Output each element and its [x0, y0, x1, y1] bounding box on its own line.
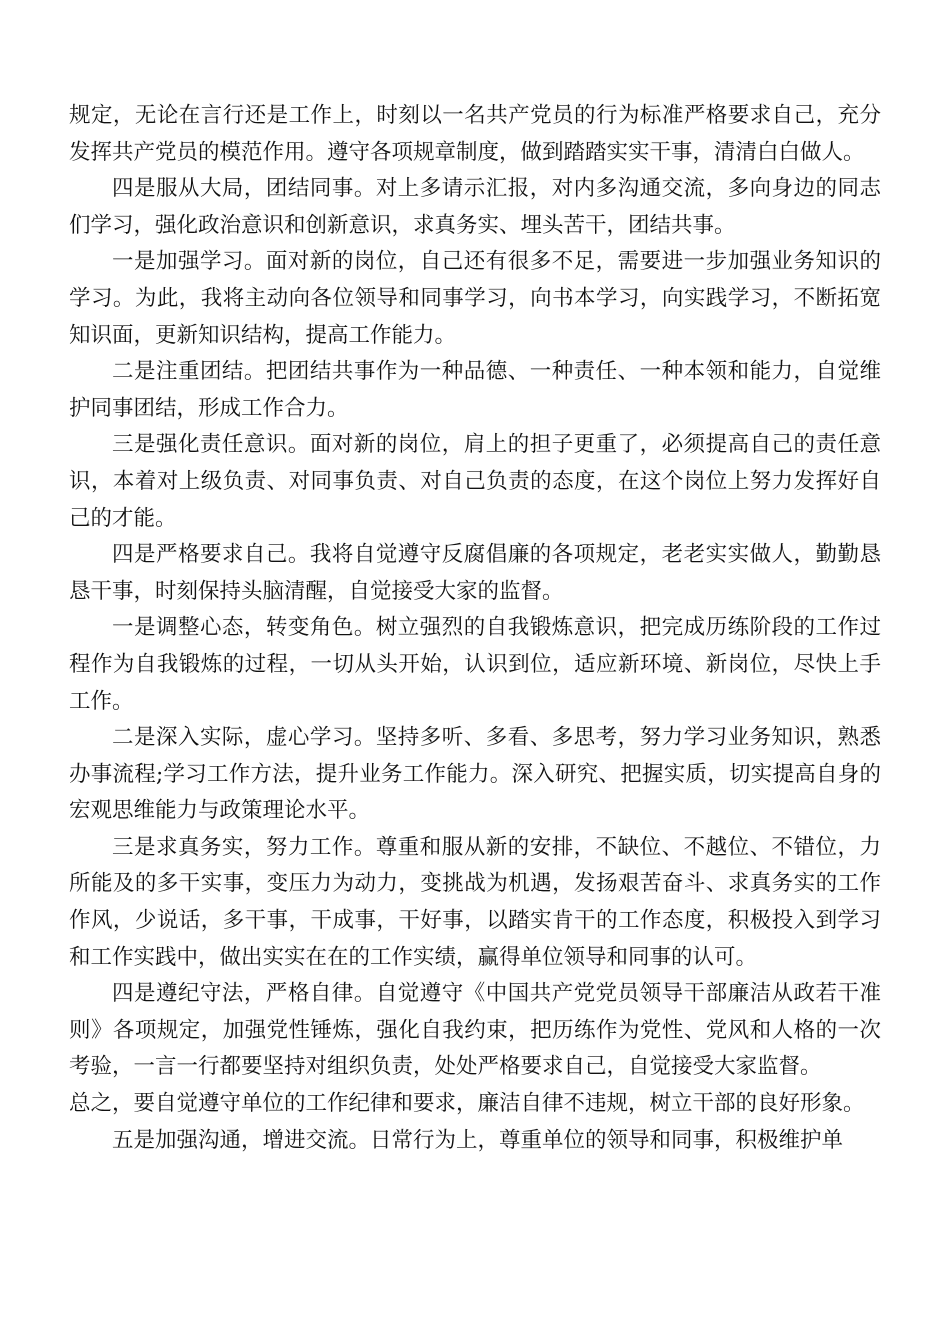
paragraph-pragmatic: 三是求真务实，努力工作。尊重和服从新的安排，不缺位、不越位、不错位，力所能及的多干实事，变压力为动力，变挑战为机遇，发扬艰苦奋斗、求真务实的工作作风，少说话，多干事，干成事，干好事，以踏实肯干的工作态度，积极投入到学习和工作实践中，做出实实在在的工作实绩，赢得单位领导和同事的认可。 [69, 834, 881, 970]
paragraph-responsibility: 三是强化责任意识。面对新的岗位，肩上的担子更重了，必须提高自己的责任意识，本着对上级负责、对同事负责、对自己负责的态度，在这个岗位上努力发挥好自己的才能。 [69, 432, 881, 531]
paragraph-summary: 总之，要自觉遵守单位的工作纪律和要求，廉洁自律不违规，树立干部的良好形象。 [69, 1091, 865, 1117]
paragraph-solidarity: 二是注重团结。把团结共事作为一种品德、一种责任、一种本领和能力，自觉维护同事团结，形成工作合力。 [69, 359, 881, 421]
paragraph-communication: 五是加强沟通，增进交流。日常行为上，尊重单位的领导和同事，积极维护单 [112, 1127, 844, 1153]
document-body [69, 98, 881, 1159]
paragraph-unity: 四是服从大局，团结同事。对上多请示汇报，对内多沟通交流，多向身边的同志们学习，强化政治意识和创新意识，求真务实、埋头苦干，团结共事。 [69, 176, 881, 238]
paragraph-learning: 一是加强学习。面对新的岗位，自己还有很多不足，需要进一步加强业务知识的学习。为此，我将主动向各位领导和同事学习，向书本学习，向实践学习，不断拓宽知识面，更新知识结构，提高工作能力。 [69, 249, 881, 348]
paragraph-mindset: 一是调整心态，转变角色。树立强烈的自我锻炼意识，把完成历练阶段的工作过程作为自我锻炼的过程，一切从头开始，认识到位，适应新环境、新岗位，尽快上手工作。 [69, 615, 881, 714]
paragraph-law-abiding: 四是遵纪守法，严格自律。自觉遵守《中国共产党党员领导干部廉洁从政若干准则》各项规定，加强党性锤炼，强化自我约束，把历练作为党性、党风和人格的一次考验，一言一行都要坚持对组织负责，处处严格要求自己，自觉接受大家监督。 [69, 981, 881, 1080]
paragraph-continued: 规定，无论在言行还是工作上，时刻以一名共产党员的行为标准严格要求自己，充分发挥共产党员的模范作用。遵守各项规章制度，做到踏踏实实干事，清清白白做人。 [69, 103, 881, 165]
paragraph-practice: 二是深入实际，虚心学习。坚持多听、多看、多思考，努力学习业务知识，熟悉办事流程;学习工作方法，提升业务工作能力。深入研究、把握实质，切实提高自身的宏观思维能力与政策理论水平。 [69, 725, 881, 824]
paragraph-self-discipline: 四是严格要求自己。我将自觉遵守反腐倡廉的各项规定，老老实实做人，勤勤恳恳干事，时刻保持头脑清醒，自觉接受大家的监督。 [69, 542, 881, 604]
